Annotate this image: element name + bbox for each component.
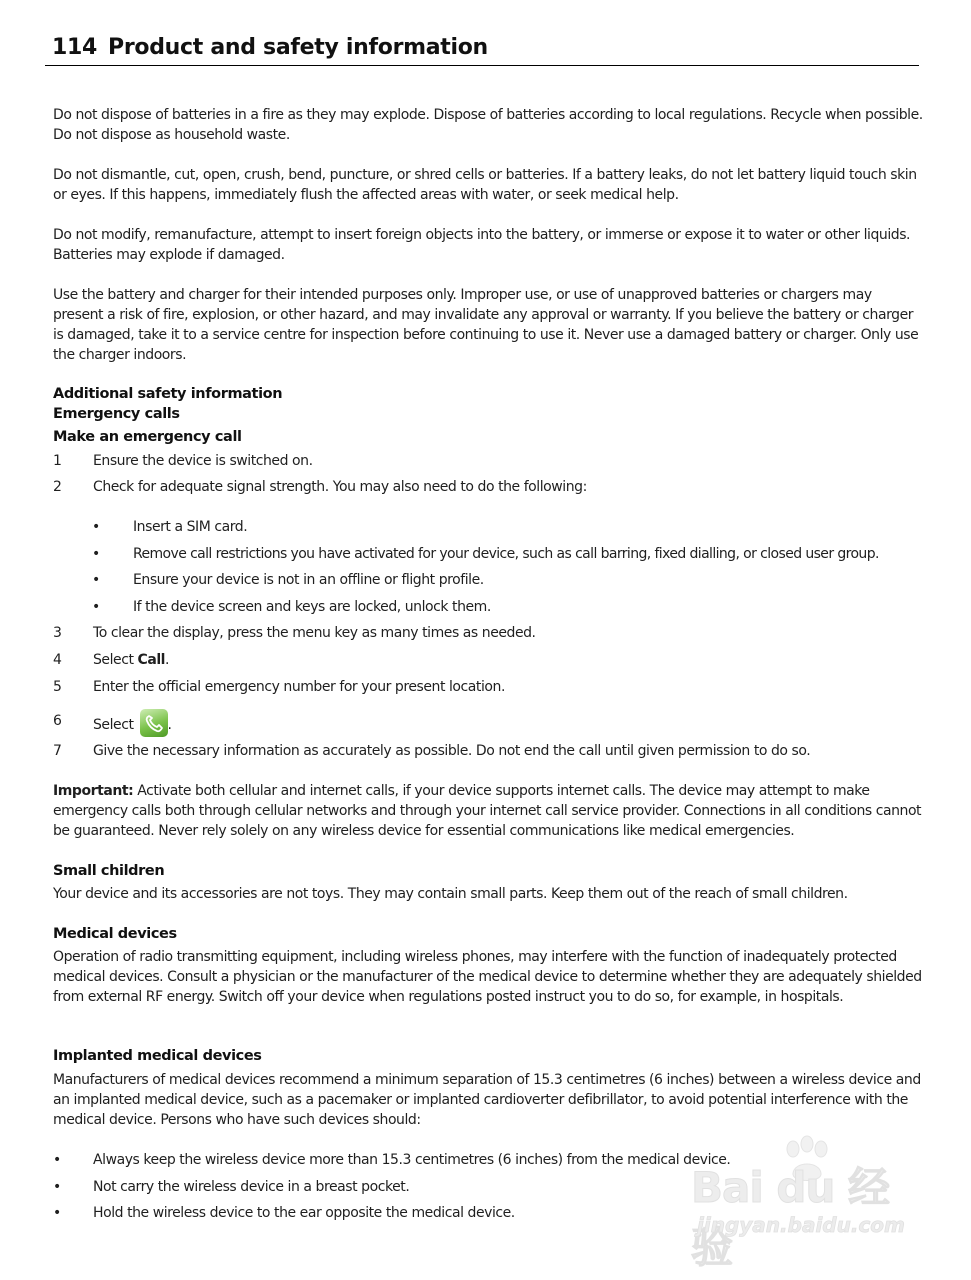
battery-paragraph-4: Use the battery and charger for their intended purposes only. Improper use, or use of unapproved batteries or chargers may present a risk of fire, explosion, or other hazard, and may invalidate any approval or warranty. If you believe the battery or charger is damaged, take it to a service centre for inspection before continuing to use it. Never use a damaged battery or charger. Only use the charger indoors. <box>53 287 919 363</box>
step-number: 1 <box>53 453 62 469</box>
medical-devices-heading: Medical devices <box>53 926 177 942</box>
sub-bullet-text: Remove call restrictions you have activated for your device, such as call barring, fixed dialling, or closed user group. <box>133 546 879 562</box>
step-3 <box>53 623 923 643</box>
watermark-url: jingyan.baidu.com <box>697 1213 905 1237</box>
step-prefix: Select <box>93 652 138 668</box>
bullet-icon: • <box>92 519 100 535</box>
step-number: 3 <box>53 625 62 641</box>
emergency-calls-heading: Emergency calls <box>53 406 180 422</box>
step-6 <box>53 711 923 733</box>
implanted-bullet-text: Hold the wireless device to the ear opposite the medical device. <box>93 1205 515 1221</box>
step-number: 7 <box>53 743 62 759</box>
sub-bullet-3 <box>92 570 922 590</box>
step-number: 4 <box>53 652 62 668</box>
bullet-icon: • <box>53 1152 61 1168</box>
battery-paragraph-3: Do not modify, remanufacture, attempt to insert foreign objects into the battery, or immerse or expose it to water or other liquids. Batteries may explode if damaged. <box>53 227 911 263</box>
important-note <box>53 781 923 841</box>
battery-paragraph-2: Do not dismantle, cut, open, crush, bend, puncture, or shred cells or batteries. If a battery leaks, do not let battery liquid touch skin or eyes. If this happens, immediately flush the affected areas with water, or seek medical help. <box>53 167 917 203</box>
implanted-bullet-text: Not carry the wireless device in a breast pocket. <box>93 1179 410 1195</box>
sub-bullet-text: Insert a SIM card. <box>133 519 248 535</box>
page-header <box>45 32 919 66</box>
step-number: 5 <box>53 679 62 695</box>
step-number: 6 <box>53 713 62 729</box>
step-text <box>93 711 172 739</box>
step-text: Give the necessary information as accurately as possible. Do not end the call until given permission to do so. <box>93 743 811 759</box>
sub-bullet-text: Ensure your device is not in an offline or flight profile. <box>133 572 484 588</box>
sub-bullet-text: If the device screen and keys are locked, unlock them. <box>133 599 491 615</box>
important-label: Important: <box>53 783 134 799</box>
baidu-watermark <box>691 1135 916 1272</box>
step-text: Check for adequate signal strength. You may also need to do the following: <box>93 479 587 495</box>
bullet-icon: • <box>53 1205 61 1221</box>
sub-bullet-1 <box>92 517 922 537</box>
implanted-devices-text: Manufacturers of medical devices recommend a minimum separation of 15.3 centimetres (6 inches) between a wireless device and an implanted medical device, such as a pacemaker or implanted cardioverter defibrillator, to avoid potential interference with the medical device. Persons who have such devices should: <box>53 1072 921 1128</box>
step-number: 2 <box>53 479 62 495</box>
step-5 <box>53 677 923 697</box>
step-2 <box>53 477 923 497</box>
watermark-logo: Bai du 经验 <box>691 1163 889 1272</box>
bullet-icon: • <box>92 599 100 615</box>
call-menu-label: Call <box>137 652 166 668</box>
implanted-devices-heading: Implanted medical devices <box>53 1048 262 1064</box>
important-text: Activate both cellular and internet calls, if your device supports internet calls. The device may attempt to make emergency calls both through cellular networks and through your internet call service provider. Connections in all conditions cannot be guaranteed. Never rely solely on any wireless device for essential communications like medical emergencies. <box>53 783 922 839</box>
step-1 <box>53 451 923 471</box>
make-emergency-call-heading: Make an emergency call <box>53 429 242 445</box>
step-prefix: Select <box>93 717 138 733</box>
step-text: Ensure the device is switched on. <box>93 453 313 469</box>
small-children-heading: Small children <box>53 863 165 879</box>
additional-safety-heading: Additional safety information <box>53 386 283 402</box>
call-icon <box>140 709 168 737</box>
step-7 <box>53 741 923 761</box>
step-text: Enter the official emergency number for your present location. <box>93 679 505 695</box>
step-text <box>93 650 169 670</box>
step-text: To clear the display, press the menu key as many times as needed. <box>93 625 536 641</box>
sub-bullet-4 <box>92 597 922 617</box>
battery-paragraph-1: Do not dispose of batteries in a fire as they may explode. Dispose of batteries according to local regulations. Recycle when possible. Do not dispose as household waste. <box>53 107 923 143</box>
sub-bullet-2 <box>92 544 922 564</box>
page-number: 114 <box>52 35 98 60</box>
small-children-text: Your device and its accessories are not toys. They may contain small parts. Keep them out of the reach of small children. <box>53 886 848 902</box>
step-4 <box>53 650 923 670</box>
page-title: Product and safety information <box>108 35 488 60</box>
bullet-icon: • <box>92 572 100 588</box>
medical-devices-text: Operation of radio transmitting equipment, including wireless phones, may interfere with the function of inadequately protected medical devices. Consult a physician or the manufacturer of the medical device to determine whether they are adequately shielded from external RF energy. Switch off your device when regulations posted instruct you to do so, for example, in hospitals. <box>53 949 922 1005</box>
step-suffix: . <box>167 717 172 733</box>
bullet-icon: • <box>53 1179 61 1195</box>
implanted-bullet-text: Always keep the wireless device more than 15.3 centimetres (6 inches) from the medical device. <box>93 1152 731 1168</box>
step-suffix: . <box>165 652 170 668</box>
bullet-icon: • <box>92 546 100 562</box>
